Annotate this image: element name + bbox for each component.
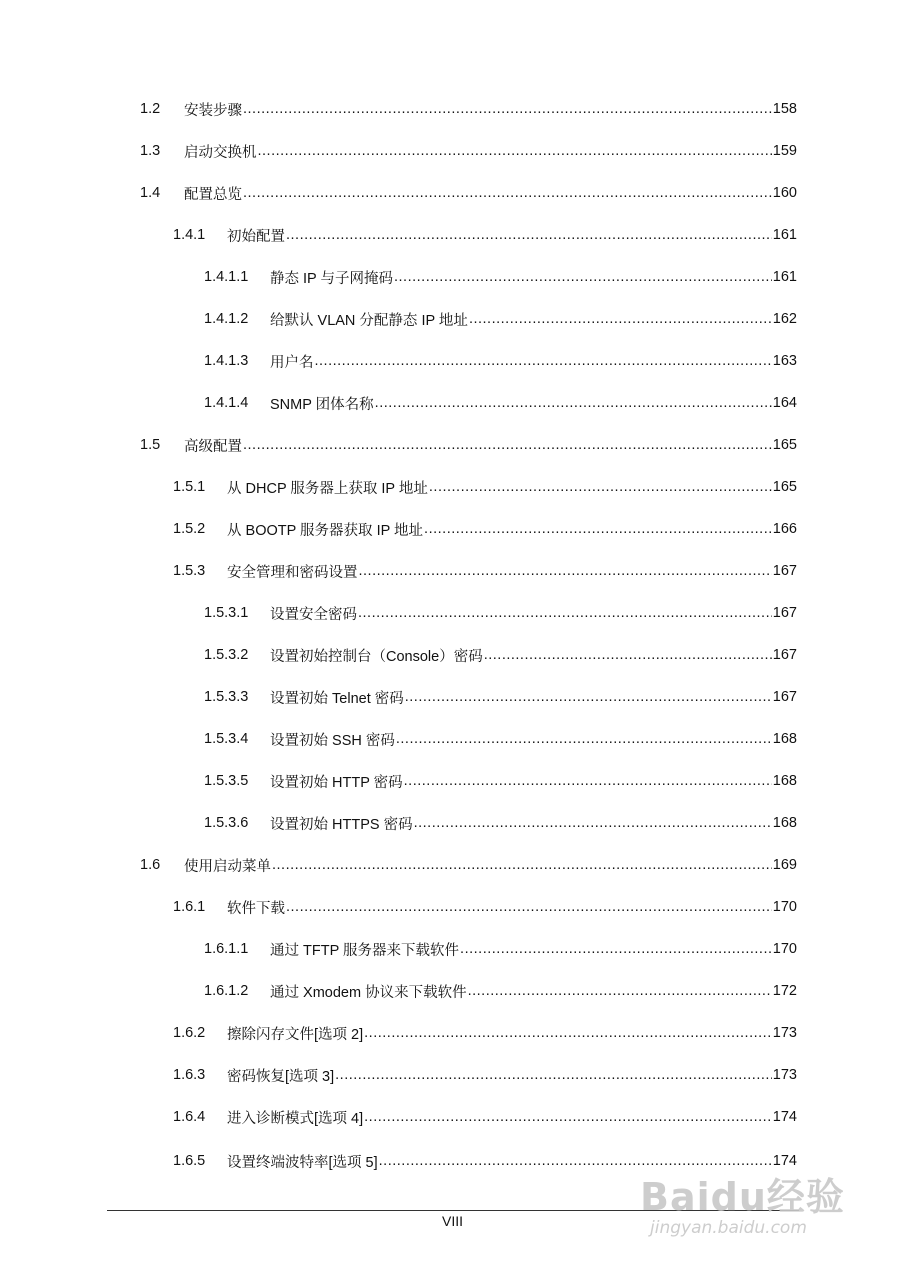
toc-title: 安全管理和密码设置 <box>227 564 358 581</box>
toc-number: 1.3 <box>140 143 161 159</box>
toc-leader <box>375 394 772 412</box>
toc-number: 1.5.3.2 <box>204 647 249 663</box>
toc-title: 设置初始 Telnet 密码 <box>270 690 404 707</box>
toc-page: 172 <box>772 983 797 999</box>
toc-leader <box>335 1066 772 1084</box>
toc-number: 1.5.3.1 <box>204 605 249 621</box>
toc-title: 使用启动菜单 <box>184 858 271 875</box>
toc-title: 设置初始控制台（Console）密码 <box>270 648 483 665</box>
toc-number: 1.5.2 <box>173 521 206 537</box>
toc-page: 167 <box>772 605 797 621</box>
toc-entry-1-5-3-4[interactable] <box>204 728 797 750</box>
toc-number: 1.5.3.6 <box>204 815 249 831</box>
toc-entry-1-4-1-1[interactable] <box>204 266 797 288</box>
toc-entry-1-5-3-6[interactable] <box>204 812 797 834</box>
toc-title: 用户名 <box>270 354 314 371</box>
toc-entry-1-5-3-5[interactable] <box>204 770 797 792</box>
watermark-logo: Baidu经验 <box>640 1175 845 1219</box>
toc-leader <box>359 562 772 580</box>
toc-leader <box>286 898 772 916</box>
toc-number: 1.5.3.3 <box>204 689 249 705</box>
toc-number: 1.6.2 <box>173 1025 206 1041</box>
toc-entry-1-6-1-2[interactable] <box>204 980 797 1002</box>
toc-leader <box>394 268 772 286</box>
toc-entry-1-5-3-1[interactable] <box>204 602 797 624</box>
toc-title: 擦除闪存文件[选项 2] <box>227 1026 364 1043</box>
toc-leader <box>396 730 772 748</box>
toc-title: SNMP 团体名称 <box>270 396 374 413</box>
toc-page: 163 <box>772 353 797 369</box>
watermark-url: jingyan.baidu.com <box>650 1218 807 1238</box>
toc-page: 169 <box>772 857 797 873</box>
toc-title: 设置初始 HTTPS 密码 <box>270 816 413 833</box>
toc-number: 1.4 <box>140 185 161 201</box>
toc-title: 从 BOOTP 服务器获取 IP 地址 <box>227 522 424 539</box>
toc-leader <box>404 772 772 790</box>
toc-leader <box>460 940 772 958</box>
toc-entry-1-4[interactable] <box>140 182 797 204</box>
toc-page: 170 <box>772 899 797 915</box>
toc-title: 密码恢复[选项 3] <box>227 1068 335 1085</box>
toc-page: 170 <box>772 941 797 957</box>
toc-entry-1-3[interactable] <box>140 140 797 162</box>
toc-number: 1.6.1 <box>173 899 206 915</box>
toc-entry-1-6-4[interactable] <box>173 1106 797 1128</box>
toc-number: 1.5 <box>140 437 161 453</box>
toc-entry-1-6-2[interactable] <box>173 1022 797 1044</box>
toc-entry-1-2[interactable] <box>140 98 797 120</box>
toc-leader <box>272 856 772 874</box>
toc-page: 167 <box>772 647 797 663</box>
toc-page: 166 <box>772 521 797 537</box>
toc-page: 165 <box>772 437 797 453</box>
toc-page: 168 <box>772 815 797 831</box>
toc-number: 1.4.1.1 <box>204 269 249 285</box>
toc-entry-1-6-1[interactable] <box>173 896 797 918</box>
toc-number: 1.6.5 <box>173 1153 206 1169</box>
toc-title: 从 DHCP 服务器上获取 IP 地址 <box>227 480 428 497</box>
toc-leader <box>286 226 772 244</box>
toc-leader <box>468 982 772 1000</box>
toc-number: 1.6.4 <box>173 1109 206 1125</box>
toc-entry-1-5-3-3[interactable] <box>204 686 797 708</box>
toc-number: 1.6 <box>140 857 161 873</box>
toc-title: 设置终端波特率[选项 5] <box>227 1154 378 1171</box>
toc-number: 1.5.3.5 <box>204 773 249 789</box>
toc-page: 167 <box>772 563 797 579</box>
toc-page: 160 <box>772 185 797 201</box>
toc-title: 进入诊断模式[选项 4] <box>227 1110 364 1127</box>
toc-leader <box>424 520 772 538</box>
toc-entry-1-5-1[interactable] <box>173 476 797 498</box>
toc-title: 高级配置 <box>184 438 242 455</box>
toc-page: 161 <box>772 227 797 243</box>
watermark <box>640 1166 860 1266</box>
toc-title: 静态 IP 与子网掩码 <box>270 270 393 287</box>
toc-leader <box>364 1024 772 1042</box>
toc-number: 1.4.1.3 <box>204 353 249 369</box>
toc-number: 1.6.3 <box>173 1067 206 1083</box>
toc-leader <box>484 646 772 664</box>
toc-number: 1.5.1 <box>173 479 206 495</box>
toc-page: 162 <box>772 311 797 327</box>
toc-leader <box>429 478 772 496</box>
footer-page-number: VIII <box>441 1213 463 1229</box>
toc-page: 173 <box>772 1067 797 1083</box>
toc-title: 初始配置 <box>227 228 285 245</box>
toc-number: 1.5.3 <box>173 563 206 579</box>
toc-title: 安装步骤 <box>184 102 242 119</box>
toc-number: 1.4.1.2 <box>204 311 249 327</box>
toc-number: 1.6.1.2 <box>204 983 249 999</box>
toc-title: 设置安全密码 <box>270 606 357 623</box>
toc-page: 161 <box>772 269 797 285</box>
toc-leader <box>358 604 772 622</box>
toc-number: 1.6.1.1 <box>204 941 249 957</box>
toc-entry-1-4-1[interactable] <box>173 224 797 246</box>
toc-entry-1-4-1-4[interactable] <box>204 392 797 414</box>
toc-leader <box>243 436 772 454</box>
toc-page: 159 <box>772 143 797 159</box>
toc-page: 168 <box>772 773 797 789</box>
toc-number: 1.5.3.4 <box>204 731 249 747</box>
toc-page: 173 <box>772 1025 797 1041</box>
toc-title: 启动交换机 <box>184 144 257 161</box>
toc-title: 通过 TFTP 服务器来下载软件 <box>270 942 460 959</box>
toc-entry-1-6[interactable] <box>140 854 797 876</box>
toc-title: 设置初始 SSH 密码 <box>270 732 395 749</box>
toc-leader <box>258 142 772 160</box>
toc-page: 174 <box>772 1153 797 1169</box>
toc-entry-1-5-3[interactable] <box>173 560 797 582</box>
toc-entry-1-6-3[interactable] <box>173 1064 797 1086</box>
toc-title: 配置总览 <box>184 186 242 203</box>
toc-title: 软件下载 <box>227 900 285 917</box>
toc-page: 174 <box>772 1109 797 1125</box>
toc-leader <box>364 1108 772 1126</box>
toc-entry-1-4-1-2[interactable] <box>204 308 797 330</box>
toc-page: 167 <box>772 689 797 705</box>
toc-entry-1-5-3-2[interactable] <box>204 644 797 666</box>
toc-entry-1-5-2[interactable] <box>173 518 797 540</box>
toc-leader <box>405 688 772 706</box>
toc-entry-1-5[interactable] <box>140 434 797 456</box>
toc-leader <box>243 184 772 202</box>
toc-page: 168 <box>772 731 797 747</box>
toc-leader <box>315 352 772 370</box>
toc-page: 164 <box>772 395 797 411</box>
toc-page: 165 <box>772 479 797 495</box>
toc-entry-1-4-1-3[interactable] <box>204 350 797 372</box>
toc-entry-1-6-1-1[interactable] <box>204 938 797 960</box>
toc-number: 1.2 <box>140 101 161 117</box>
toc-title: 设置初始 HTTP 密码 <box>270 774 403 791</box>
toc-number: 1.4.1 <box>173 227 206 243</box>
toc-title: 通过 Xmodem 协议来下载软件 <box>270 984 467 1001</box>
toc-page: 158 <box>772 101 797 117</box>
toc-leader <box>469 310 772 328</box>
toc-title: 给默认 VLAN 分配静态 IP 地址 <box>270 312 468 329</box>
toc-leader <box>243 100 772 118</box>
toc-leader <box>414 814 772 832</box>
toc-number: 1.4.1.4 <box>204 395 249 411</box>
